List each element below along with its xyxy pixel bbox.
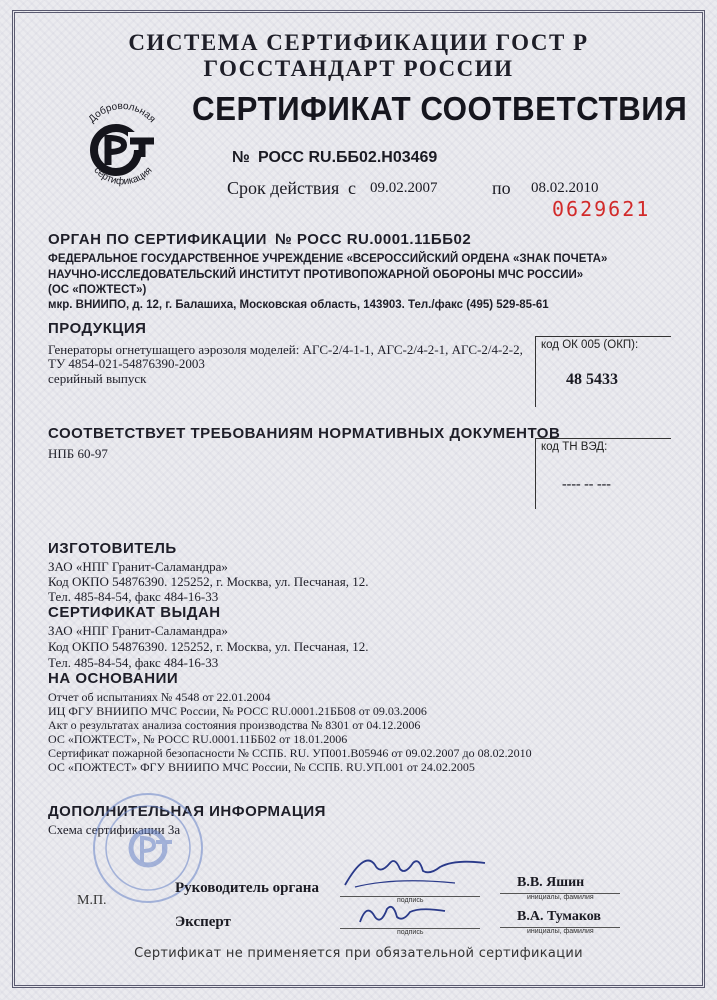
basis-line: ОС «ПОЖТЕСТ», № РОСС RU.0001.11ББ02 от 18.01.2006	[48, 732, 348, 746]
head-name: В.В. Яшин	[517, 875, 585, 890]
okp-code-box	[535, 336, 671, 407]
product-heading: ПРОДУКЦИЯ	[48, 320, 147, 337]
number-sign: №	[232, 149, 250, 166]
tnved-code-value: ---- -- ---	[562, 477, 611, 492]
manufacturer-line: Тел. 485-84-54, факс 484-16-33	[48, 589, 219, 604]
basis-line: ОС «ПОЖТЕСТ» ФГУ ВНИИПО МЧС России, № ССПБ. RU.УП.001 от 24.02.2005	[48, 760, 475, 774]
svg-text:Добровольная	[87, 101, 158, 125]
logo-top-text: Добровольная	[86, 100, 158, 126]
expert-name: В.А. Тумаков	[517, 909, 601, 924]
issued-to-line: Код ОКПО 54876390. 125252, г. Москва, ул. Песчаная, 12.	[48, 639, 369, 654]
okp-code-value: 48 5433	[566, 371, 618, 388]
footer-note: Сертификат не применяется при обязательной сертификации	[134, 946, 583, 961]
compliance-heading: СООТВЕТСТВУЕТ ТРЕБОВАНИЯМ НОРМАТИВНЫХ ДОКУМЕНТОВ	[48, 425, 561, 442]
cert-body-heading: ОРГАН ПО СЕРТИФИКАЦИИ	[48, 231, 267, 248]
basis-line: Акт о результатах анализа состояния производства № 8301 от 04.12.2006	[48, 718, 421, 732]
manufacturer-line: ЗАО «НПГ Гранит-Саламандра»	[48, 559, 228, 574]
expert-signature-caption: подпись	[397, 929, 424, 936]
validity-to-label: по	[492, 178, 511, 198]
cert-body-line: ФЕДЕРАЛЬНОЕ ГОСУДАРСТВЕННОЕ УЧРЕЖДЕНИЕ «ВСЕРОССИЙСКИЙ ОРДЕНА «ЗНАК ПОЧЕТА»	[48, 253, 608, 265]
agency-title: ГОССТАНДАРТ РОССИИ	[203, 56, 514, 81]
cert-body-line: мкр. ВНИИПО, д. 12, г. Балашиха, Московская область, 143903. Тел./факс (495) 529-85-61	[48, 299, 549, 311]
tnved-code-box	[535, 438, 671, 509]
okp-code-label: код ОК 005 (ОКП):	[541, 339, 639, 351]
basis-line: ИЦ ФГУ ВНИИПО МЧС России, № РОСС RU.0001.21ББ08 от 09.03.2006	[48, 704, 427, 718]
head-signature-caption: подпись	[397, 897, 424, 904]
head-name-caption: инициалы, фамилия	[527, 894, 594, 901]
additional-info-heading: ДОПОЛНИТЕЛЬНАЯ ИНФОРМАЦИЯ	[48, 803, 326, 820]
rst-certification-logo-icon	[70, 95, 175, 190]
expert-signature-icon	[355, 897, 455, 929]
head-signature-icon	[335, 845, 495, 895]
product-line: серийный выпуск	[48, 371, 147, 386]
cert-body-number: № РОСС RU.0001.11ББ02	[275, 231, 472, 248]
logo-bottom-text: сертификация	[91, 165, 155, 188]
cert-body-line: (ОС «ПОЖТЕСТ»)	[48, 284, 147, 296]
cert-body-line: НАУЧНО-ИССЛЕДОВАТЕЛЬСКИЙ ИНСТИТУТ ПРОТИВОПОЖАРНОЙ ОБОРОНЫ МЧС РОССИИ»	[48, 269, 584, 281]
normative-document: НПБ 60-97	[48, 446, 108, 461]
issued-to-heading: СЕРТИФИКАТ ВЫДАН	[48, 604, 221, 621]
tnved-code-label: код ТН ВЭД:	[541, 441, 608, 453]
validity-from-label: с	[348, 178, 356, 198]
product-line: Генераторы огнетушащего аэрозоля моделей: АГС-2/4-1-1, АГС-2/4-2-1, АГС-2/4-2-2,	[48, 342, 523, 357]
validity-to-date: 08.02.2010	[531, 180, 599, 196]
seal-place-label: М.П.	[77, 893, 107, 908]
basis-line: Отчет об испытаниях № 4548 от 22.01.2004	[48, 690, 271, 704]
basis-line: Сертификат пожарной безопасности № ССПБ. RU. УП001.В05946 от 09.02.2007 до 08.02.2010	[48, 746, 532, 760]
issued-to-line: ЗАО «НПГ Гранит-Саламандра»	[48, 623, 228, 638]
validity-label: Срок действия	[227, 178, 340, 198]
issued-to-line: Тел. 485-84-54, факс 484-16-33	[48, 655, 219, 670]
serial-number: 0629621	[552, 197, 651, 221]
head-label: Руководитель органа	[175, 880, 319, 896]
certification-scheme: Схема сертификации 3а	[48, 822, 181, 837]
manufacturer-heading: ИЗГОТОВИТЕЛЬ	[48, 540, 177, 557]
certificate-number: РОСС RU.ББ02.Н03469	[258, 149, 438, 166]
basis-heading: НА ОСНОВАНИИ	[48, 670, 179, 687]
expert-label: Эксперт	[175, 914, 231, 930]
validity-from-date: 09.02.2007	[370, 180, 438, 196]
certificate-title: СЕРТИФИКАТ СООТВЕТСТВИЯ	[192, 90, 688, 127]
product-line: ТУ 4854-021-54876390-2003	[48, 356, 205, 371]
manufacturer-line: Код ОКПО 54876390. 125252, г. Москва, ул. Песчаная, 12.	[48, 574, 369, 589]
system-title: СИСТЕМА СЕРТИФИКАЦИИ ГОСТ Р	[128, 30, 589, 55]
expert-name-caption: инициалы, фамилия	[527, 928, 594, 935]
